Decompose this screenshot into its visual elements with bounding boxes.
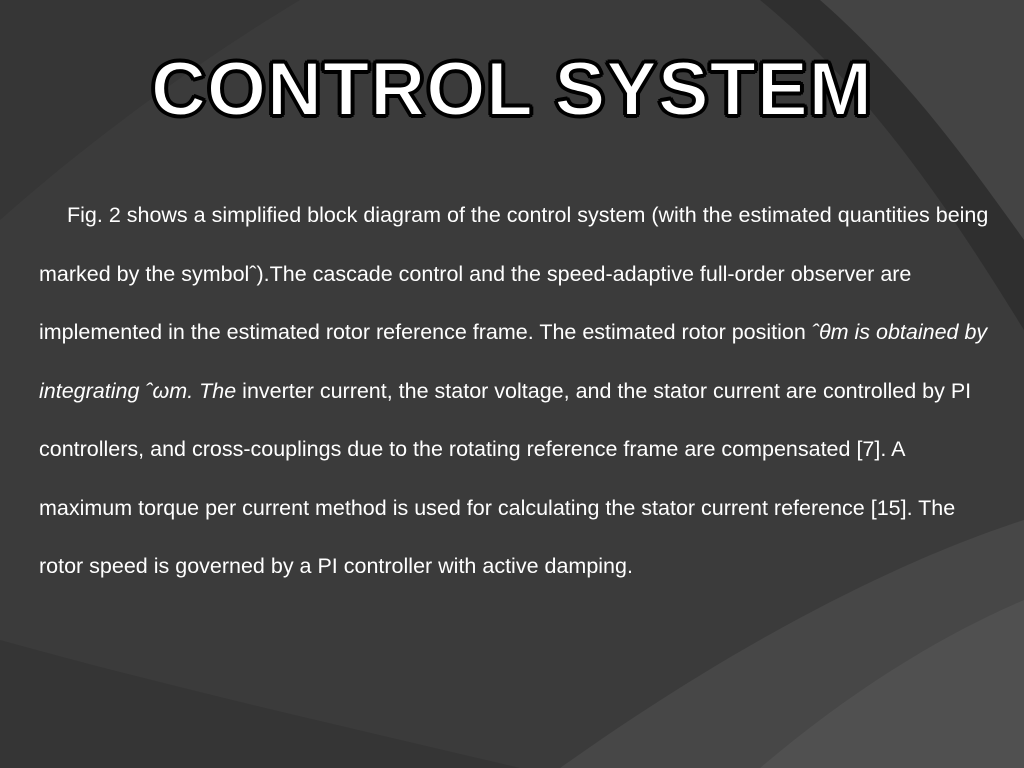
paragraph-text-start: Fig. 2 shows a simplified block diagram of the control system (with the estimated quantities being marked by the symbolˆ).The cascade control and the speed-adaptive full-order observer are implemented in the estimated rotor reference frame. The estimated rotor position: [39, 203, 989, 344]
slide-title: CONTROL SYSTEM: [151, 47, 873, 132]
paragraph-italic-text: ˆθm is obtained by integrating ˆωm. The: [39, 320, 988, 403]
paragraph-text-end: inverter current, the stator voltage, and the stator current are controlled by PI controllers, and cross-couplings due to the rotating reference frame are compensated [7]. A maximum torque per current method is used for calculating the stator current reference [15]. The rotor speed is governed by a PI controller with active damping.: [39, 378, 972, 578]
body-paragraph: [39, 186, 1001, 596]
